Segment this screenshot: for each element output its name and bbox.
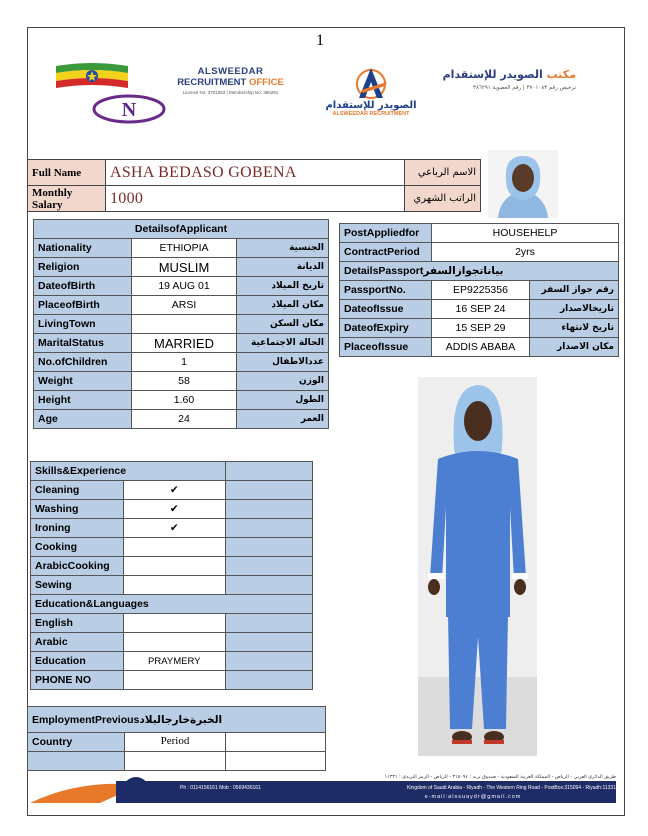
education-title: Education&Languages [31,595,313,614]
post-passport-table [339,223,619,357]
expiry-date-value: 15 SEP 29 [432,319,530,338]
applicant-row-age [34,410,329,429]
contract-label: ContractPeriod [340,243,432,262]
license-text: License No: 3701083 | Membership No: 386291 [182,90,279,95]
age-label: Age [34,410,132,429]
applicant-row-children [34,353,329,372]
passport-no-value: EP9225356 [432,281,530,300]
footer-address-en: Kingdom of Saudi Arabia - Riyadh - The Western Ring Road - PostBox:315094 - Riyadh:11331 [406,785,616,791]
expiry-date-label: DateofExpiry [340,319,432,338]
marital-label: MaritalStatus [34,334,132,353]
washing-extra [225,500,312,519]
issue-date-value: 16 SEP 24 [432,300,530,319]
pob-label: PlaceofBirth [34,296,132,315]
passport-row-expiry [340,319,619,338]
passport-no-label-ar: رقم جواز السفر [530,281,619,300]
phone-extra [225,671,312,690]
height-value: 1.60 [132,391,237,410]
skills-title-blank [225,462,312,481]
applicant-details-table [33,219,329,429]
phone-value [123,671,225,690]
marital-label-ar: الحالة الاجتماعية [237,334,329,353]
footer-email: e-mail:alssuaydr@gmail.com [424,794,522,800]
cooking-extra [225,538,312,557]
passport-details-title: DetailsPassportبياناتجوازالسفر [340,262,619,281]
passport-row-number [340,281,619,300]
skill-row-cooking [31,538,313,557]
edu-row-english [31,614,313,633]
alsweedar-recruitment-logo [322,64,420,122]
salary-row [28,186,481,212]
dob-label: DateofBirth [34,277,132,296]
country-label: Country [28,733,125,752]
salary-label-ar: الراتب الشهري [405,186,481,212]
children-value: 1 [132,353,237,372]
issue-date-label: DateofIssue [340,300,432,319]
nationality-label-ar: الجنسية [237,239,329,258]
page-number: 1 [316,32,324,49]
svg-text:N: N [121,99,137,121]
applicant-row-living-town [34,315,329,334]
employment-extra-1 [226,752,326,771]
a-emblem-icon [341,64,401,100]
height-label-ar: الطول [237,391,329,410]
children-label: No.ofChildren [34,353,132,372]
living-town-label-ar: مكان السكن [237,315,329,334]
applicant-details-title: DetailsofApplicant [34,220,329,239]
edu-row-education [31,652,313,671]
skill-row-arabic-cooking [31,557,313,576]
office-word: OFFICE [248,77,284,88]
religion-value: MUSLIM [132,258,237,277]
full-name-label-ar: الاسم الرباعي [405,160,481,186]
education-extra [225,652,312,671]
living-town-value [132,315,237,334]
pob-value: ARSI [132,296,237,315]
applicant-full-photo [418,377,537,756]
contract-row [340,243,619,262]
nationality-label: Nationality [34,239,132,258]
recruitment-office-text [168,77,293,88]
dob-label-ar: تاريخ الميلاد [237,277,329,296]
skill-row-washing [31,500,313,519]
employment-title: EmploymentPreviousالخبرةخارجالبلاد [28,707,326,733]
alsweedar-title: ALSWEEDAR [197,66,264,77]
arabic-label: Arabic [31,633,124,652]
issue-place-label-ar: مكان الاصدار [530,338,619,357]
arabic-extra [225,633,312,652]
name-salary-table [27,159,481,212]
applicant-portrait-photo [488,150,558,218]
salary-label: Monthly Salary [28,186,106,212]
footer-address-ar: طريق الدائري الغربي - الرياض - المملكة العربية السعودية - صندوق بريد : ٣١٥٠٩٤ - الرياض - الرمز البريدي : ١١٣٣١ [384,775,616,780]
full-name-label: Full Name [28,160,106,186]
age-label-ar: العمر [237,410,329,429]
passport-no-label: PassportNo. [340,281,432,300]
pob-label-ar: مكان الميلاد [237,296,329,315]
nationality-value: ETHIOPIA [132,239,237,258]
contract-value: 2yrs [432,243,619,262]
arabic-value [123,633,225,652]
employment-country-1 [28,752,125,771]
issue-place-value: ADDIS ABABA [432,338,530,357]
cleaning-label: Cleaning [31,481,124,500]
employment-row-1 [28,752,326,771]
right-logo-prefix: مكتب [546,68,576,81]
ethiopia-flag-logo [54,62,130,92]
expiry-date-label-ar: تاريخ لانتهاء [530,319,619,338]
passport-row-issue [340,300,619,319]
edu-row-phone [31,671,313,690]
full-name-value: ASHA BEDASO GOBENA [106,160,405,186]
sewing-extra [225,576,312,595]
applicant-row-weight [34,372,329,391]
right-logo-main: الصويدر للإستقدام [442,68,543,81]
applicant-row-marital [34,334,329,353]
height-label: Height [34,391,132,410]
applicant-row-height [34,391,329,410]
age-value: 24 [132,410,237,429]
mid-logo-english: ALSWEEDAR RECRUITMENT [332,111,410,117]
washing-check: ✔ [123,500,225,519]
cleaning-extra [225,481,312,500]
employment-header-row [28,733,326,752]
applicant-row-nationality [34,239,329,258]
education-label: Education [31,652,124,671]
mid-logo-arabic: الصويدر للإستقدام [325,100,417,111]
full-name-row [28,160,481,186]
arabic-cooking-label: ArabicCooking [31,557,124,576]
skills-title: Skills&Experience [31,462,226,481]
passport-row-place [340,338,619,357]
skills-table [30,461,313,690]
sewing-label: Sewing [31,576,124,595]
employment-period-1 [125,752,226,771]
children-label-ar: عددالاطفال [237,353,329,372]
ironing-label: Ironing [31,519,124,538]
applicant-row-pob [34,296,329,315]
sewing-check [123,576,225,595]
weight-value: 58 [132,372,237,391]
right-logo-sub: ترخيص رقم ٣٧٠١٠٨٣ | رقم العضوية ٣٨٦٢٩١ [473,85,576,91]
living-town-label: LivingTown [34,315,132,334]
ironing-check: ✔ [123,519,225,538]
footer-phone: Ph : 0114156161 Mob : 0569436161 [180,785,261,791]
right-logo-title [432,68,576,81]
employment-table [27,706,326,771]
cooking-check [123,538,225,557]
english-value [123,614,225,633]
cleaning-check: ✔ [123,481,225,500]
weight-label: Weight [34,372,132,391]
arabic-cooking-check [123,557,225,576]
english-label: English [31,614,124,633]
phone-label: PHONE NO [31,671,124,690]
issue-date-label-ar: تاريخالاصدار [530,300,619,319]
skill-row-sewing [31,576,313,595]
religion-label-ar: الديانة [237,258,329,277]
arabic-cooking-extra [225,557,312,576]
ironing-extra [225,519,312,538]
n-agency-logo [92,94,166,124]
recruitment-word: RECRUITMENT [177,77,247,88]
employment-extra-header [226,733,326,752]
period-label: Period [125,733,226,752]
washing-label: Washing [31,500,124,519]
skill-row-cleaning [31,481,313,500]
issue-place-label: PlaceofIssue [340,338,432,357]
dob-value: 19 AUG 01 [132,277,237,296]
weight-label-ar: الوزن [237,372,329,391]
salary-value: 1000 [106,186,405,212]
marital-value: MARRIED [132,334,237,353]
post-row [340,224,619,243]
religion-label: Religion [34,258,132,277]
applicant-row-religion [34,258,329,277]
skill-row-ironing [31,519,313,538]
cooking-label: Cooking [31,538,124,557]
english-extra [225,614,312,633]
education-value: PRAYMERY [123,652,225,671]
right-arabic-logo [432,68,576,91]
applicant-row-dob [34,277,329,296]
alsweedar-office-logo [168,66,293,95]
post-value: HOUSEHELP [432,224,619,243]
post-label: PostAppliedfor [340,224,432,243]
footer-banner [30,775,616,803]
edu-row-arabic [31,633,313,652]
